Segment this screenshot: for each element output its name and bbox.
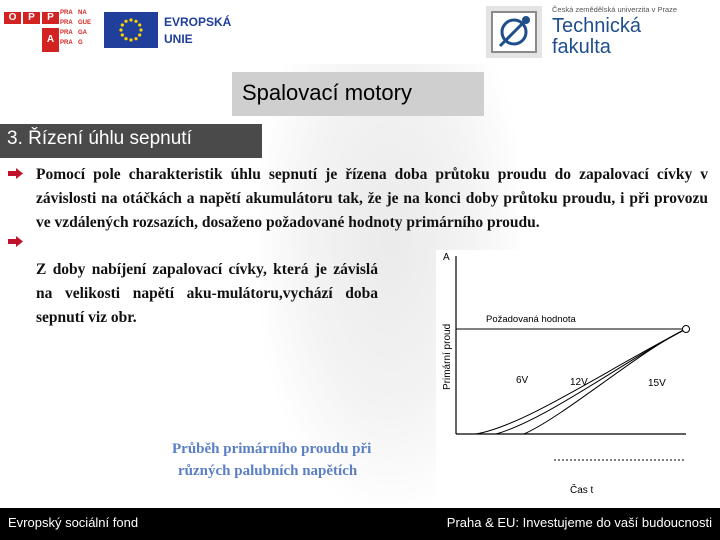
arrow-bullet-icon bbox=[8, 236, 23, 247]
bullet-text: Z doby nabíjení zapalovací cívky, která je závislá na velikosti napětí aku-mulátoru,vychází doba sepnutí viz obr. bbox=[36, 261, 378, 326]
series-label: 6V bbox=[516, 375, 529, 386]
series-label: 15V bbox=[648, 378, 666, 389]
praha-grid-text: GUE bbox=[78, 20, 92, 26]
praha-grid-text: PRA bbox=[60, 20, 73, 26]
eu-label-line: EVROPSKÁ bbox=[164, 15, 232, 29]
praha-logo-grid bbox=[60, 10, 96, 50]
opp-logo bbox=[4, 8, 60, 52]
opp-logo-letter: O bbox=[4, 12, 21, 24]
eu-label bbox=[164, 14, 231, 48]
praha-grid-text: NA bbox=[78, 10, 87, 16]
praha-grid-text: PRA bbox=[60, 40, 73, 46]
caption-line: různých palubních napětích bbox=[178, 463, 358, 479]
faculty-name bbox=[552, 16, 641, 58]
bullet-text: Pomocí pole charakteristik úhlu sepnutí je řízena doba průtoku proudu do zapalovací cívky v závislosti na otáčkách a napětí akumulátoru tak, že je na konci doby průtoku proudu, i při provozu ve vzdálených rozsazích, dosaženo požadované hodnoty primárního proudu. bbox=[36, 166, 708, 231]
faculty-logo-icon bbox=[486, 6, 542, 58]
praha-grid-text: PRA bbox=[60, 10, 73, 16]
opp-logo-letter: P bbox=[23, 12, 40, 24]
university-name: Česká zemědělská univerzita v Praze bbox=[552, 5, 678, 14]
slide-title: Spalovací motory bbox=[242, 80, 412, 105]
opp-logo-letter: A bbox=[42, 28, 59, 52]
header-bar bbox=[0, 0, 720, 64]
section-title: 3. Řízení úhlu sepnutí bbox=[7, 128, 192, 149]
arrow-bullet-icon bbox=[8, 168, 23, 179]
eu-flag-icon bbox=[104, 12, 158, 48]
primary-current-chart bbox=[436, 250, 706, 500]
x-axis-label: Čas t bbox=[570, 485, 594, 496]
faculty-name-line: Technická bbox=[552, 15, 641, 37]
eu-label-line: UNIE bbox=[164, 32, 193, 46]
caption-line: Průběh primárního proudu při bbox=[172, 441, 372, 457]
target-point bbox=[683, 326, 690, 333]
praha-grid-text: PRA bbox=[60, 30, 73, 36]
praha-grid-text: GA bbox=[78, 30, 87, 36]
opp-logo-letter: P bbox=[42, 12, 59, 24]
faculty-name-line: fakulta bbox=[552, 36, 611, 58]
footer-left-text: Evropský sociální fond bbox=[8, 515, 139, 530]
target-label: Požadovaná hodnota bbox=[486, 314, 576, 325]
praha-grid-text: G bbox=[78, 40, 83, 46]
y-unit-label: A bbox=[443, 252, 450, 263]
footer-right-text: Praha & EU: Investujeme do vaší budoucnosti bbox=[446, 515, 712, 530]
series-label: 12V bbox=[570, 377, 588, 388]
figure-caption bbox=[172, 438, 432, 482]
y-axis-label: Primární proud bbox=[442, 323, 453, 390]
